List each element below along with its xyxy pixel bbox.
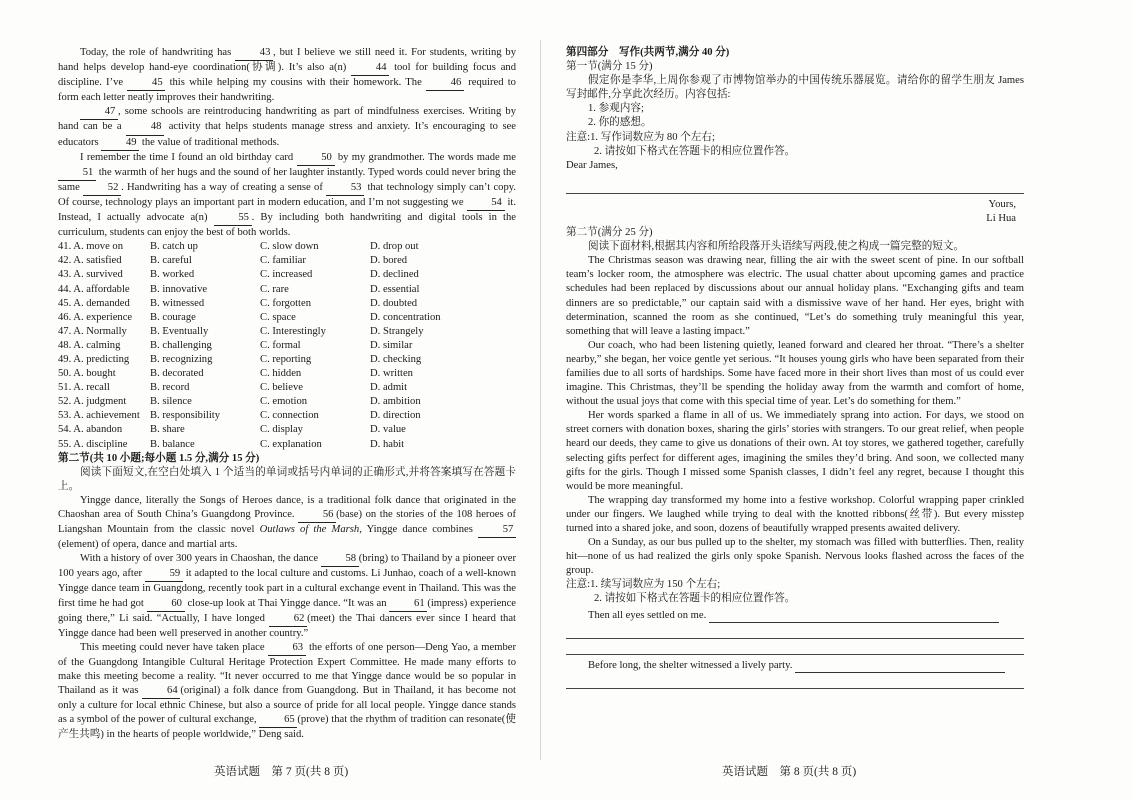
option-row	[58, 339, 516, 353]
option-row	[58, 325, 516, 339]
passage-text: required to form each letter neatly improves their handwriting.	[58, 77, 516, 104]
option-choice: D. direction	[370, 410, 421, 422]
option-choice: B. courage	[150, 311, 196, 323]
option-choice: C. Interestingly	[260, 325, 326, 337]
answer-blank: 52	[83, 181, 121, 196]
option-row	[58, 297, 516, 311]
answer-blank: 64	[142, 684, 180, 699]
option-choice: B. silence	[150, 396, 192, 408]
answer-blank: 50	[297, 151, 335, 166]
option-choice: 49. A. predicting	[58, 353, 130, 365]
option-row	[58, 395, 516, 409]
answer-blank: 63	[268, 641, 306, 656]
story-paragraph: The wrapping day transformed my home into a festive workshop. Colorful wrapping paper crinkled under our fingers. We laughed while trying to deal with the knotted ribbons(丝带). But every misstep turned into a shared joke, and soon, dozens of beautifully wrapped presents awaited delivery.	[566, 494, 1024, 534]
option-row	[58, 438, 516, 452]
passage-text: the warmth of her hugs and the sound of her laughter instantly. Typed words could never bring the same	[58, 166, 516, 193]
option-choice: D. doubted	[370, 297, 418, 309]
answer-blank: 46	[426, 76, 464, 91]
option-choice: C. slow down	[260, 241, 319, 253]
option-choice: 55. A. discipline	[58, 438, 128, 450]
story-paragraph: Her words sparked a flame in all of us. We immediately sprang into action. For days, we stood on street corners with donation boxes, sharing the girls’ stories with strangers. To our great relief, when people heard our deeds, they came to give us donations of their own. At toy stores, we gathered together, carefully selecting gifts perfect for different ages, imagining the smiles they’d bring. And soon, we collected many gifts for the girls. Though I missed some Spanish classes, I didn’t feel any regret, because I thought this would be more meaningful.	[566, 410, 1024, 492]
option-choice: 51. A. recall	[58, 382, 110, 394]
left-page	[58, 46, 516, 743]
answer-blank: 45	[127, 76, 165, 91]
passage-text: close-up look at Thai Yingge dance. “It was an	[184, 597, 390, 609]
option-choice: B. decorated	[150, 368, 204, 380]
option-choice: D. essential	[370, 283, 420, 295]
writing-s2-note: 注意:1. 续写词数应为 150 个左右;	[566, 579, 721, 591]
option-choice: B. worked	[150, 269, 195, 281]
option-row	[58, 311, 516, 325]
answer-blank: 53	[326, 181, 364, 196]
story-paragraph: Our coach, who had been listening quietly, leaned forward and cleared her throat. “There’s a shelter nearby,” she began, her voice gentle yet serious. “It houses young girls who have been separated from their families due to all sorts of hardships. Some have faced more in their short lives than most of us could ever imagine. This Christmas, they’ll be spending the holiday away from the warmth and comfort of home, without the usual joys that come with this special time of year. Let’s do something for them.”	[566, 339, 1024, 408]
novel-title: Outlaws of the Marsh	[259, 524, 360, 536]
continuation-start-1	[566, 609, 1024, 623]
passage-text: it. Instead, I actually advocate a(n)	[58, 196, 516, 224]
start-2-text: Before long, the shelter witnessed a lively party.	[588, 659, 793, 671]
option-choice: 44. A. affordable	[58, 283, 130, 295]
page-footer-left: 英语试题 第 7 页(共 8 页)	[214, 766, 349, 778]
letter-greeting: Dear James,	[566, 159, 618, 171]
page-divider	[540, 40, 541, 760]
option-choice: B. responsibility	[150, 410, 221, 422]
story-paragraph: The Christmas season was drawing near, filling the air with the sweet scent of pine. In our softball team’s locker room, the atmosphere was electric. The usual chatter about upcoming games and practice schedules had been replaced by discussions about our annual holiday plans. “Exchanging gifts and team dinners are so predictable,” our captain said with a dismissive wave of her hand. Her eyes, bright with determination, scanned the room as she continued, “Let’s do something truly meaningful this year, something that will leave a lasting impact.”	[566, 255, 1024, 337]
answer-line	[795, 672, 1005, 673]
option-choice: C. space	[260, 311, 296, 323]
option-row	[58, 254, 516, 268]
letter-answer-line	[566, 181, 1024, 194]
option-choice: C. familiar	[260, 255, 306, 267]
passage-text: Today, the role of handwriting has	[80, 47, 236, 58]
option-choice: 41. A. move on	[58, 241, 124, 253]
option-choice: C. display	[260, 424, 303, 436]
option-choice: B. record	[150, 382, 190, 394]
passage-text: (element) of opera, dance and martial arts.	[58, 539, 238, 551]
passage-text: by my grandmother. The words made me	[334, 151, 516, 163]
answer-blank: 65	[259, 713, 297, 728]
answer-blank: 54	[467, 196, 505, 211]
option-choice: B. recognizing	[150, 353, 213, 365]
writing-s1-note: 2. 请按如下格式在答题卡的相应位置作答。	[594, 145, 796, 157]
passage-text: (meet) the Thai dancers ever since I heard that Yingge dance had been well preserved in another country.”	[58, 612, 516, 639]
passage-text: tool for building focus and discipline. I’ve	[58, 62, 516, 89]
option-row	[58, 240, 516, 254]
continuation-start-2	[566, 659, 1024, 673]
passage-paragraph	[58, 105, 516, 150]
answer-line	[709, 622, 999, 623]
start-1-text: Then all eyes settled on me.	[588, 609, 707, 621]
option-choice: B. challenging	[150, 339, 212, 351]
option-choice: C. forgotten	[260, 297, 312, 309]
option-choice: 50. A. bought	[58, 368, 116, 380]
passage-text: , Yingge dance combines	[359, 524, 478, 536]
passage-text: the value of traditional methods.	[139, 136, 280, 148]
answer-blank: 56	[298, 508, 336, 523]
writing-s2-note: 2. 请按如下格式在答题卡的相应位置作答。	[594, 593, 796, 605]
answer-blank: 48	[126, 120, 164, 135]
option-choice: 53. A. achievement	[58, 410, 140, 422]
option-choice: 52. A. judgment	[58, 396, 127, 408]
answer-line	[566, 626, 1024, 639]
section2-title: 第二节(共 10 小题;每小题 1.5 分,满分 15 分)	[58, 452, 260, 464]
option-row	[58, 283, 516, 297]
passage-text: This meeting could never have taken place	[80, 641, 268, 653]
passage-text: (original) a folk dance from Guangdong. But in Thailand, it has become not only a culture for local ethnic Chinese, but also a source of pride for all local people. Yingge dance stands as a symbol of the power of cultural exchange,	[58, 685, 516, 726]
passage-text: that technology simply can’t copy. Of course, technology plays an important part in modern education, and I’m not suggesting we	[58, 181, 517, 208]
option-choice: D. declined	[370, 269, 419, 281]
right-page	[566, 46, 1024, 689]
answer-line	[566, 642, 1024, 655]
writing-s2-title: 第二节(满分 25 分)	[566, 227, 653, 239]
option-choice: D. concentration	[370, 311, 441, 323]
option-row	[58, 353, 516, 367]
passage-text: this while helping my cousins with their homework. The	[165, 77, 426, 89]
grammar-fill-passage	[58, 494, 516, 743]
passage-text: , some schools are reintroducing handwriting as part of mindfulness exercises. Writing by hand can be a	[58, 106, 516, 133]
option-row	[58, 409, 516, 423]
option-choice: B. share	[150, 424, 185, 436]
passage-paragraph	[58, 151, 516, 241]
answer-blank: 59	[145, 567, 183, 582]
option-choice: C. formal	[260, 339, 301, 351]
story-paragraph: On a Sunday, as our bus pulled up to the shelter, my stomach was filled with butterflies. Then, reality hit—none of us had realized the girls only spoke Spanish. Nervous looks flashed across the faces of the group.	[566, 537, 1024, 577]
passage-text: the efforts of one person—Deng Yao, a member of the Guangdong Intangible Cultural Heritage Protection Expert Committee. He made many efforts to make this meeting become a reality. “It never occurred to me that Yingge dance would be so popular in Thailand as it was	[58, 641, 516, 697]
passage-text: With a history of over 300 years in Chaoshan, the dance	[80, 553, 321, 565]
answer-blank: 60	[147, 597, 185, 612]
passage-text: Yingge dance, literally the Songs of Heroes dance, is a traditional folk dance that originated in the Chaoshan area of South China’s Guangdong Province.	[58, 494, 516, 520]
option-choice: 42. A. satisfied	[58, 255, 122, 267]
section2-instructions: 阅读下面短文,在空白处填入 1 个适当的单词或括号内单词的正确形式,并将答案填写在答题卡上。	[58, 466, 516, 492]
option-choice: 47. A. Normally	[58, 325, 127, 337]
passage-text: , but I believe we still need it. For students, writing by hand helps develop hand-eye coordination(协调). It’s also a(n)	[58, 47, 516, 74]
passage-paragraph	[58, 46, 516, 105]
answer-blank: 51	[58, 166, 96, 181]
option-choice: 54. A. abandon	[58, 424, 123, 436]
writing-s1-title: 第一节(满分 15 分)	[566, 61, 653, 73]
option-choice: 48. A. calming	[58, 339, 121, 351]
option-choice: D. checking	[370, 353, 422, 365]
answer-blank: 55	[214, 211, 252, 226]
option-choice: D. Strangely	[370, 325, 424, 337]
cloze-options-table	[58, 240, 516, 451]
option-choice: C. rare	[260, 283, 289, 295]
passage-text: . By including both handwriting and digital tools in the curriculum, students can enjoy the best of both worlds.	[58, 212, 516, 239]
option-choice: D. written	[370, 368, 413, 380]
passage-text: (bring) to Thailand by a pioneer over 100 years ago, after	[58, 553, 516, 580]
answer-blank: 49	[101, 136, 139, 151]
option-choice: D. bored	[370, 255, 408, 267]
page-footer-right: 英语试题 第 8 页(共 8 页)	[722, 766, 857, 778]
option-choice: 43. A. survived	[58, 269, 123, 281]
answer-blank: 44	[351, 61, 389, 76]
option-row	[58, 423, 516, 437]
answer-blank: 58	[321, 552, 359, 567]
letter-closing: Yours,	[988, 198, 1016, 210]
part4-title: 第四部分 写作(共两节,满分 40 分)	[566, 47, 730, 58]
passage-text: I remember the time I found an old birthday card	[80, 151, 297, 163]
passage-text: (prove) that the rhythm of tradition can resonate(使产生共鸣) in the hearts of people worldwide,” Deng said.	[58, 714, 517, 741]
option-choice: B. innovative	[150, 283, 208, 295]
passage-text: (base) on the stories of the 108 heroes of Liangshan Mountain from the classic novel	[58, 509, 516, 536]
passage-paragraph	[58, 494, 516, 552]
option-choice: C. hidden	[260, 368, 302, 380]
option-choice: D. habit	[370, 438, 405, 450]
option-choice: 46. A. experience	[58, 311, 133, 323]
option-choice: D. ambition	[370, 396, 421, 408]
option-choice: B. balance	[150, 438, 195, 450]
answer-blank: 47	[80, 105, 118, 120]
answer-line	[566, 676, 1024, 689]
option-choice: D. admit	[370, 382, 408, 394]
option-choice: B. careful	[150, 255, 192, 267]
passage-text: . Handwriting has a way of creating a sense of	[121, 181, 327, 193]
passage-text: it adapted to the local culture and customs. Li Junhao, coach of a well-known Yingge dance team in Guangdong, recently took part in a cultural exchange event in Thailand. This was the first time he had got	[58, 568, 516, 609]
option-choice: D. similar	[370, 339, 413, 351]
option-choice: C. believe	[260, 382, 303, 394]
option-row	[58, 367, 516, 381]
writing-s2-instructions: 阅读下面材料,根据其内容和所给段落开头语续写两段,使之构成一篇完整的短文。	[588, 241, 965, 253]
passage-text: (impress) experience going there,” Li said. “Actually, I have longed	[58, 597, 516, 624]
option-choice: B. witnessed	[150, 297, 205, 309]
option-row	[58, 381, 516, 395]
option-choice: C. increased	[260, 269, 313, 281]
option-choice: 45. A. demanded	[58, 297, 130, 309]
option-choice: C. reporting	[260, 353, 312, 365]
writing-s1-item: 1. 参观内容;	[588, 103, 644, 115]
option-row	[58, 268, 516, 282]
answer-blank: 57	[478, 523, 516, 538]
option-choice: C. emotion	[260, 396, 308, 408]
option-choice: C. explanation	[260, 438, 322, 450]
answer-blank: 61	[389, 597, 427, 612]
answer-blank: 62	[269, 612, 307, 627]
option-choice: B. catch up	[150, 241, 198, 253]
option-choice: C. connection	[260, 410, 319, 422]
passage-paragraph	[58, 641, 516, 743]
writing-s1-prompt: 假定你是李华,上周你参观了市博物馆举办的中国传统乐器展览。请给你的留学生朋友 James 写封邮件,分享此次经历。内容包括:	[566, 75, 1024, 101]
option-choice: D. value	[370, 424, 406, 436]
option-choice: B. Eventually	[150, 325, 209, 337]
writing-s1-note: 注意:1. 写作词数应为 80 个左右;	[566, 131, 715, 143]
option-choice: D. drop out	[370, 241, 419, 253]
answer-blank: 43	[235, 46, 273, 61]
passage-paragraph	[58, 552, 516, 641]
cloze-passage	[58, 46, 516, 240]
passage-text: activity that helps students manage stress and anxiety. It’s encouraging to see educators	[58, 121, 516, 148]
continuation-story	[566, 254, 1024, 578]
letter-signature: Li Hua	[986, 212, 1016, 224]
writing-s1-item: 2. 你的感想。	[588, 117, 652, 129]
